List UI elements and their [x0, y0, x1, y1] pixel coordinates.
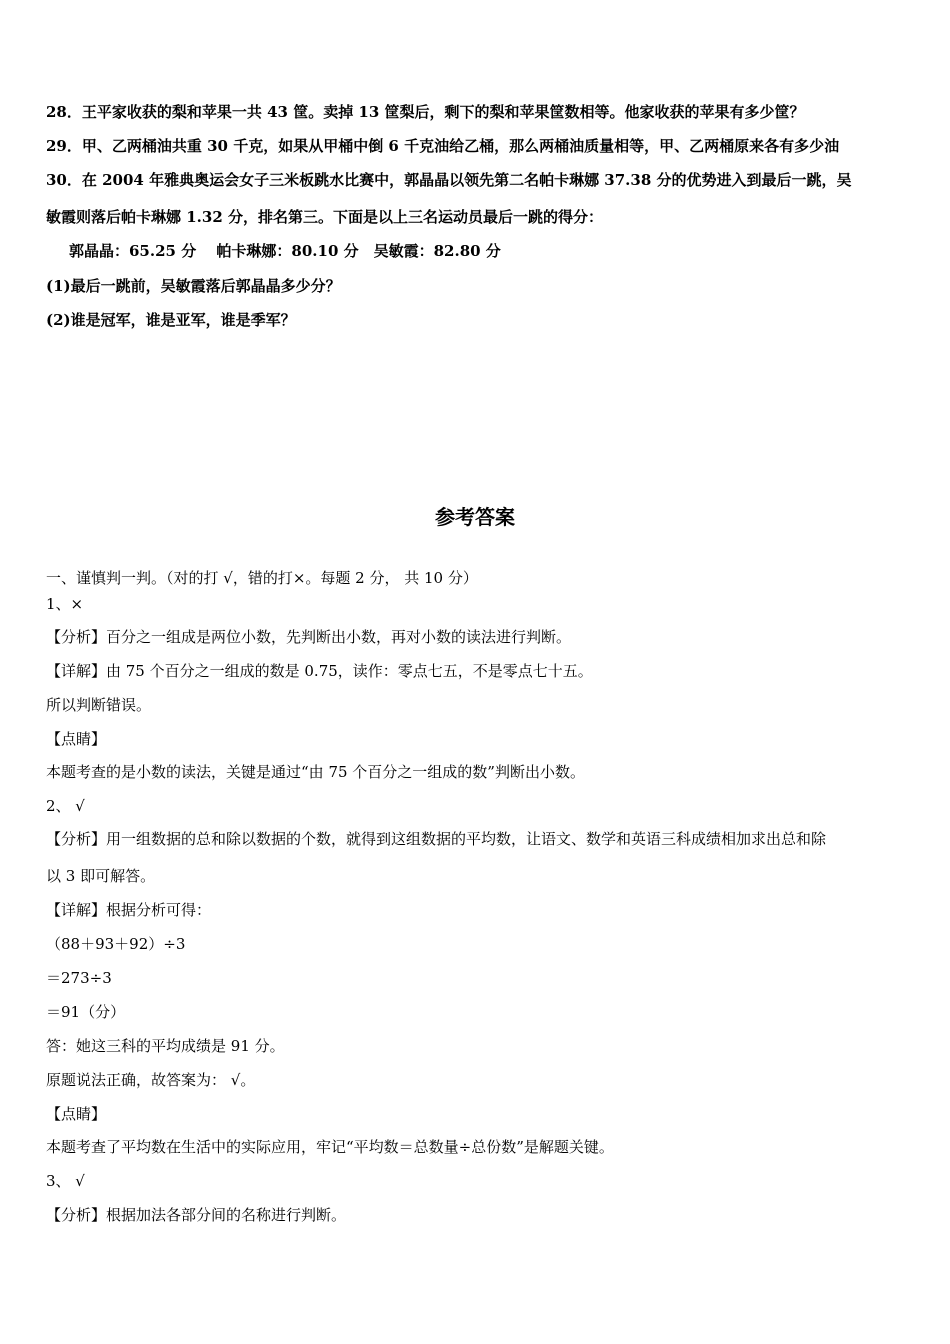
answer-2-detail: 【详解】根据分析可得： [46, 901, 212, 919]
answer-2-calc-3: ＝91（分） [46, 1003, 126, 1021]
answer-2-answer: 答：她这三科的平均成绩是 91 分。 [46, 1037, 285, 1055]
answer-2-comment: 本题考查了平均数在生活中的实际应用，牢记“平均数＝总数量÷总份数”是解题关键。 [46, 1138, 614, 1156]
answer-2-analysis-line-2: 以 3 即可解答。 [46, 867, 156, 885]
answer-2-comment-header: 【点睛】 [46, 1105, 107, 1123]
question-29: 29．甲、乙两桶油共重 30 千克，如果从甲桶中倒 6 千克油给乙桶，那么两桶油质量相等，甲、乙两桶原来各有多少油 [46, 137, 840, 155]
answer-1-analysis: 【分析】百分之一组成是两位小数，先判断出小数，再对小数的读法进行判断。 [46, 628, 572, 646]
question-30-scores: 郭晶晶：65.25 分 帕卡琳娜：80.10 分 吴敏霞：82.80 分 [69, 242, 501, 260]
question-30-line-1: 30．在 2004 年雅典奥运会女子三米板跳水比赛中，郭晶晶以领先第二名帕卡琳娜 37.38 分的优势进入到最后一跳，吴 [46, 171, 852, 189]
section-header: 一、谨慎判一判。（对的打 √，错的打×。每题 2 分， 共 10 分） [46, 569, 478, 587]
answer-1-comment: 本题考查的是小数的读法，关键是通过“由 75 个百分之一组成的数”判断出小数。 [46, 763, 585, 781]
answer-3-label: 3、 √ [46, 1172, 85, 1190]
answer-1-conclusion: 所以判断错误。 [46, 696, 152, 714]
answer-1-label: 1、× [46, 595, 84, 613]
question-28: 28．王平家收获的梨和苹果一共 43 筐。卖掉 13 筐梨后，剩下的梨和苹果筐数相等。他家收获的苹果有多少筐？ [46, 103, 805, 121]
answer-2-calc-1: （88＋93＋92）÷3 [46, 935, 186, 953]
answer-1-comment-header: 【点睛】 [46, 730, 107, 748]
question-30-line-2: 敏霞则落后帕卡琳娜 1.32 分，排名第三。下面是以上三名运动员最后一跳的得分： [46, 208, 603, 226]
answer-2-analysis-line-1: 【分析】用一组数据的总和除以数据的个数，就得到这组数据的平均数，让语文、数学和英语三科成绩相加求出总和除 [46, 830, 827, 848]
question-30-sub-1: (1)最后一跳前，吴敏霞落后郭晶晶多少分？ [46, 277, 341, 295]
answer-2-conclusion: 原题说法正确，故答案为： √。 [46, 1071, 256, 1089]
answer-2-label: 2、 √ [46, 797, 85, 815]
question-30-sub-2: (2)谁是冠军，谁是亚军，谁是季军？ [46, 311, 296, 329]
answers-title: 参考答案 [435, 505, 515, 529]
answer-2-calc-2: ＝273÷3 [46, 969, 112, 987]
answer-1-detail: 【详解】由 75 个百分之一组成的数是 0.75，读作：零点七五，不是零点七十五。 [46, 662, 593, 680]
answer-3-analysis: 【分析】根据加法各部分间的名称进行判断。 [46, 1206, 347, 1224]
